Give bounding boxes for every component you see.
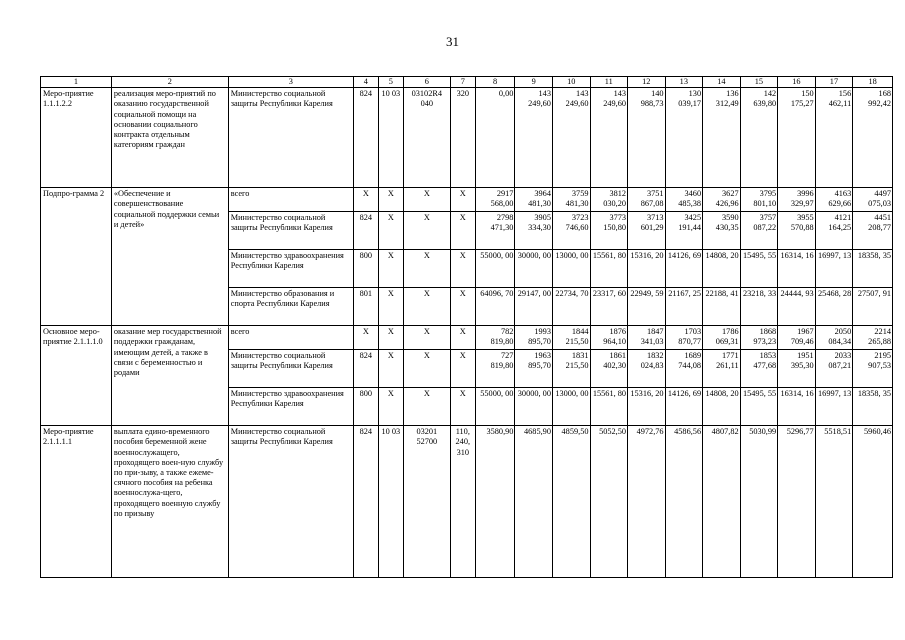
amount-cell: 4121 164,25 [815,212,853,250]
amount-cell: 727 819,80 [475,350,515,388]
grbs-cell: 801 [353,288,378,326]
amount-cell: 55000, 00 [475,388,515,426]
executor-cell: Министерство социальной защиты Республики Карелия [228,212,353,250]
amount-cell: 14126, 69 [665,250,703,288]
csr-cell: X [403,212,450,250]
column-header: 9 [515,77,553,88]
grbs-cell: X [353,188,378,212]
amount-cell: 14808, 20 [703,388,741,426]
grbs-cell: 824 [353,426,378,578]
page-number: 31 [446,34,459,49]
amount-cell: 15561, 80 [590,388,628,426]
amount-cell: 15316, 20 [628,250,666,288]
amount-cell: 15495, 55 [740,250,778,288]
amount-cell: 3713 601,29 [628,212,666,250]
amount-cell: 1876 964,10 [590,326,628,350]
amount-cell: 143 249,60 [515,88,553,188]
column-header: 6 [403,77,450,88]
amount-cell: 2195 907,53 [853,350,893,388]
amount-cell: 15561, 80 [590,250,628,288]
amount-cell: 130 039,17 [665,88,703,188]
amount-cell: 5052,50 [590,426,628,578]
amount-cell: 1689 744,08 [665,350,703,388]
amount-cell: 3757 087,22 [740,212,778,250]
program-code-cell: Меро-приятие 2.1.1.1.1 [41,426,112,578]
amount-cell: 2033 087,21 [815,350,853,388]
amount-cell: 64096, 70 [475,288,515,326]
amount-cell: 1951 395,30 [778,350,816,388]
rzpr-cell: X [378,288,403,326]
amount-cell: 1861 402,30 [590,350,628,388]
amount-cell: 14126, 69 [665,388,703,426]
amount-cell: 1993 895,70 [515,326,553,350]
amount-cell: 24444, 93 [778,288,816,326]
amount-cell: 5960,46 [853,426,893,578]
amount-cell: 13000, 00 [552,250,590,288]
column-header: 1 [41,77,112,88]
amount-cell: 1847 341,03 [628,326,666,350]
executor-cell: Министерство здравоохранения Республики Карелия [228,250,353,288]
column-header: 13 [665,77,703,88]
grbs-cell: 800 [353,388,378,426]
budget-table [40,76,893,578]
amount-cell: 3996 329,97 [778,188,816,212]
amount-cell: 143 249,60 [552,88,590,188]
column-header: 10 [552,77,590,88]
csr-cell: X [403,288,450,326]
amount-cell: 4163 629,66 [815,188,853,212]
amount-cell: 4685,90 [515,426,553,578]
table-row [41,88,893,188]
program-title-cell: выплата едино-временного пособия беременной жене военнослужащего, проходящего воен-ную службу по при-зыву, а также ежеме-сячного пособия на ребенка военнослужа-щего, проходящего военную службу по призыву [111,426,228,578]
amount-cell: 156 462,11 [815,88,853,188]
amount-cell: 4972,76 [628,426,666,578]
program-title-cell: реализация меро-приятий по оказанию государственной социальной помощи на основании социального контракта отдельным категориям граждан [111,88,228,188]
table-row [41,326,893,350]
executor-cell: Министерство социальной защиты Республики Карелия [228,426,353,578]
amount-cell: 27507, 91 [853,288,893,326]
executor-cell: всего [228,188,353,212]
amount-cell: 150 175,27 [778,88,816,188]
amount-cell: 4859,50 [552,426,590,578]
amount-cell: 16314, 16 [778,388,816,426]
amount-cell: 3627 426,96 [703,188,741,212]
amount-cell: 1844 215,50 [552,326,590,350]
vr-cell: X [450,212,475,250]
column-header: 15 [740,77,778,88]
amount-cell: 1831 215,50 [552,350,590,388]
program-code-cell: Меро-приятие 1.1.1.2.2 [41,88,112,188]
amount-cell: 4497 075,03 [853,188,893,212]
rzpr-cell: X [378,350,403,388]
csr-cell: X [403,250,450,288]
grbs-cell: X [353,326,378,350]
amount-cell: 29147, 00 [515,288,553,326]
amount-cell: 16314, 16 [778,250,816,288]
vr-cell: 320 [450,88,475,188]
amount-cell: 2798 471,30 [475,212,515,250]
amount-cell: 15316, 20 [628,388,666,426]
amount-cell: 3723 746,60 [552,212,590,250]
amount-cell: 3460 485,38 [665,188,703,212]
amount-cell: 3773 150,80 [590,212,628,250]
table-row [41,426,893,578]
program-title-cell: «Обеспечение и совершенствование социальной поддержки семьи и детей» [111,188,228,326]
vr-cell: X [450,326,475,350]
column-header: 14 [703,77,741,88]
amount-cell: 14808, 20 [703,250,741,288]
amount-cell: 2917 568,00 [475,188,515,212]
amount-cell: 5030,99 [740,426,778,578]
amount-cell: 22188, 41 [703,288,741,326]
column-header: 8 [475,77,515,88]
amount-cell: 3580,90 [475,426,515,578]
amount-cell: 23317, 60 [590,288,628,326]
amount-cell: 4807,82 [703,426,741,578]
amount-cell: 30000, 00 [515,250,553,288]
vr-cell: X [450,188,475,212]
amount-cell: 21167, 25 [665,288,703,326]
grbs-cell: 800 [353,250,378,288]
csr-cell: 03201 52700 [403,426,450,578]
csr-cell: X [403,326,450,350]
amount-cell: 782 819,80 [475,326,515,350]
amount-cell: 1703 870,77 [665,326,703,350]
column-header: 18 [853,77,893,88]
rzpr-cell: X [378,388,403,426]
csr-cell: X [403,388,450,426]
executor-cell: всего [228,326,353,350]
amount-cell: 22949, 59 [628,288,666,326]
column-header: 7 [450,77,475,88]
amount-cell: 2214 265,88 [853,326,893,350]
amount-cell: 0,00 [475,88,515,188]
rzpr-cell: X [378,250,403,288]
amount-cell: 3751 867,08 [628,188,666,212]
amount-cell: 22734, 70 [552,288,590,326]
csr-cell: X [403,350,450,388]
amount-cell: 55000, 00 [475,250,515,288]
amount-cell: 142 639,80 [740,88,778,188]
vr-cell: X [450,250,475,288]
amount-cell: 1832 024,83 [628,350,666,388]
vr-cell: X [450,288,475,326]
column-header: 2 [111,77,228,88]
column-header: 16 [778,77,816,88]
grbs-cell: 824 [353,350,378,388]
rzpr-cell: 10 03 [378,88,403,188]
amount-cell: 23218, 33 [740,288,778,326]
rzpr-cell: X [378,326,403,350]
amount-cell: 1786 069,31 [703,326,741,350]
amount-cell: 136 312,49 [703,88,741,188]
executor-cell: Министерство социальной защиты Республики Карелия [228,350,353,388]
amount-cell: 2050 084,34 [815,326,853,350]
grbs-cell: 824 [353,212,378,250]
amount-cell: 1868 973,23 [740,326,778,350]
amount-cell: 5296,77 [778,426,816,578]
vr-cell: X [450,388,475,426]
amount-cell: 16997, 13 [815,388,853,426]
amount-cell: 3759 481,30 [552,188,590,212]
amount-cell: 1967 709,46 [778,326,816,350]
amount-cell: 16997, 13 [815,250,853,288]
amount-cell: 4586,56 [665,426,703,578]
column-header: 17 [815,77,853,88]
amount-cell: 3955 570,88 [778,212,816,250]
vr-cell: 110, 240, 310 [450,426,475,578]
executor-cell: Министерство здравоохранения Республики Карелия [228,388,353,426]
column-header: 5 [378,77,403,88]
program-code-cell: Подпро-грамма 2 [41,188,112,326]
amount-cell: 1771 261,11 [703,350,741,388]
amount-cell: 15495, 55 [740,388,778,426]
amount-cell: 30000, 00 [515,388,553,426]
amount-cell: 1963 895,70 [515,350,553,388]
rzpr-cell: X [378,212,403,250]
amount-cell: 3812 030,20 [590,188,628,212]
csr-cell: X [403,188,450,212]
column-number-row [41,77,893,88]
amount-cell: 143 249,60 [590,88,628,188]
amount-cell: 18358, 35 [853,388,893,426]
rzpr-cell: X [378,188,403,212]
column-header: 3 [228,77,353,88]
amount-cell: 3964 481,30 [515,188,553,212]
amount-cell: 25468, 28 [815,288,853,326]
program-title-cell: оказание мер государственной поддержки гражданам, имеющим детей, а также в связи с беременностью и родами [111,326,228,426]
rzpr-cell: 10 03 [378,426,403,578]
executor-cell: Министерство социальной защиты Республики Карелия [228,88,353,188]
amount-cell: 13000, 00 [552,388,590,426]
program-code-cell: Основное меро-приятие 2.1.1.1.0 [41,326,112,426]
amount-cell: 18358, 35 [853,250,893,288]
amount-cell: 4451 208,77 [853,212,893,250]
column-header: 12 [628,77,666,88]
amount-cell: 3905 334,30 [515,212,553,250]
amount-cell: 1853 477,68 [740,350,778,388]
amount-cell: 3590 430,35 [703,212,741,250]
amount-cell: 140 988,73 [628,88,666,188]
vr-cell: X [450,350,475,388]
grbs-cell: 824 [353,88,378,188]
csr-cell: 03102R4 040 [403,88,450,188]
column-header: 11 [590,77,628,88]
executor-cell: Министерство образования и спорта Республики Карелия [228,288,353,326]
column-header: 4 [353,77,378,88]
amount-cell: 168 992,42 [853,88,893,188]
amount-cell: 3425 191,44 [665,212,703,250]
table-row [41,188,893,212]
amount-cell: 5518,51 [815,426,853,578]
amount-cell: 3795 801,10 [740,188,778,212]
